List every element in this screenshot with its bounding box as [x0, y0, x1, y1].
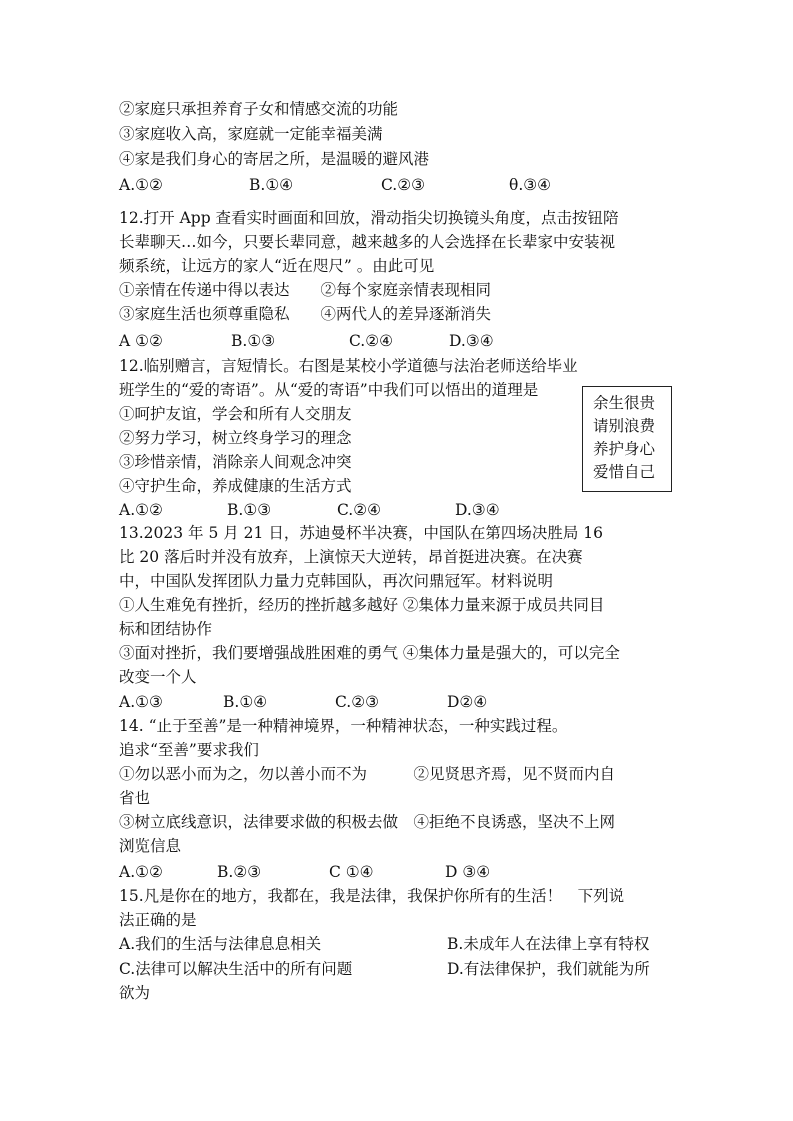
- message-line: 养护身心: [593, 440, 656, 458]
- answer-choice: C.②④: [337, 501, 382, 519]
- option-statement: ①人生难免有挫折，经历的挫折越多越好 ②集体力量来源于成员共同目: [119, 596, 605, 614]
- answer-choice: C.②③: [381, 176, 426, 194]
- answer-choice: B.①③: [231, 332, 276, 350]
- option-statement: 标和团结协作: [119, 620, 213, 638]
- answer-choice: D.③④: [449, 332, 494, 350]
- answer-choice: C.法律可以解决生活中的所有问题: [119, 960, 353, 978]
- question-stem: 追求“至善”要求我们: [119, 741, 259, 759]
- option-statement: ①亲情在传递中得以表达 ②每个家庭亲情表现相同: [119, 281, 492, 299]
- answer-choice: B.②③: [217, 863, 262, 881]
- option-statement: ③家庭生活也须尊重隐私 ④两代人的差异逐渐消失: [119, 305, 492, 323]
- option-statement: ④家是我们身心的寄居之所，是温暖的避风港: [119, 150, 430, 168]
- option-statement: 省也: [119, 789, 151, 807]
- answer-choice: B.未成年人在法律上享有特权: [447, 935, 650, 953]
- option-statement: 浏览信息: [119, 837, 182, 855]
- answer-choice: A.①②: [119, 863, 163, 881]
- answer-choice: A.我们的生活与法律息息相关: [119, 935, 322, 953]
- answer-choice: C ①④: [329, 863, 374, 881]
- question-stem: 法正确的是: [119, 911, 197, 929]
- question-stem: 15.凡是你在的地方，我都在，我是法律，我保护你所有的生活！ 下列说: [119, 887, 625, 905]
- option-statement: ①勿以恶小而为之，勿以善小而不为 ②见贤思齐焉，见不贤而内自: [119, 765, 616, 783]
- option-statement: ③珍惜亲情，消除亲人间观念冲突: [119, 453, 352, 471]
- answer-choice: B.①③: [227, 501, 272, 519]
- answer-choice: D.③④: [455, 501, 500, 519]
- option-statement: ③树立底线意识，法律要求做的积极去做 ④拒绝不良诱惑，坚决不上网: [119, 813, 616, 831]
- option-statement: ②努力学习，树立终身学习的理念: [119, 429, 352, 447]
- question-stem: 14. “止于至善”是一种精神境界，一种精神状态，一种实践过程。: [119, 717, 568, 735]
- option-statement: ①呵护友谊，学会和所有人交朋友: [119, 405, 352, 423]
- answer-choice: A.①③: [119, 693, 163, 711]
- question-stem: 12.临别赠言，言短情长。右图是某校小学道德与法治老师送给毕业: [119, 357, 578, 375]
- answer-choice: A ①②: [119, 332, 163, 350]
- message-line: 请别浪费: [593, 417, 656, 435]
- answer-choice: C.②④: [349, 332, 394, 350]
- question-stem: 长辈聊天…如今，只要长辈同意，越来越多的人会选择在长辈家中安装视: [119, 233, 616, 251]
- answer-choice: C.②③: [335, 693, 380, 711]
- answer-choice: B.①④: [249, 176, 294, 194]
- answer-choice: B.①④: [223, 693, 268, 711]
- answer-choice: D②④: [447, 693, 488, 711]
- message-line: 余生很贵: [593, 394, 656, 412]
- question-stem: 频系统，让远方的家人“近在咫尺” 。由此可见: [119, 257, 435, 275]
- answer-choice: D.有法律保护，我们就能为所: [447, 960, 650, 978]
- question-stem: 中，中国队发挥团队力量力克韩国队，再次问鼎冠军。材料说明: [119, 572, 554, 590]
- message-line: 爱惜自己: [593, 463, 656, 481]
- answer-choice: D ③④: [445, 863, 491, 881]
- answer-choice: A.①②: [119, 176, 163, 194]
- love-message-box: [582, 386, 672, 492]
- option-statement: ③家庭收入高，家庭就一定能幸福美满: [119, 125, 383, 143]
- answer-choice: θ.③④: [509, 176, 552, 194]
- option-statement: ③面对挫折，我们要增强战胜困难的勇气 ④集体力量是强大的，可以完全: [119, 644, 620, 662]
- question-stem: 班学生的“爱的寄语”。从“爱的寄语”中我们可以悟出的道理是: [119, 381, 539, 399]
- question-stem: 12.打开 App 查看实时画面和回放，滑动指尖切换镜头角度，点击按钮陪: [119, 209, 619, 227]
- option-statement: 欲为: [119, 984, 151, 1002]
- option-statement: 改变一个人: [119, 668, 197, 686]
- answer-choice: A.①②: [119, 501, 163, 519]
- option-statement: ②家庭只承担养育子女和情感交流的功能: [119, 100, 399, 118]
- question-stem: 13.2023 年 5 月 21 日，苏迪曼杯半决赛，中国队在第四场决胜局 16: [119, 524, 603, 542]
- option-statement: ④守护生命，养成健康的生活方式: [119, 477, 352, 495]
- question-stem: 比 20 落后时并没有放弃，上演惊天大逆转，昂首挺进决赛。在决赛: [119, 548, 583, 566]
